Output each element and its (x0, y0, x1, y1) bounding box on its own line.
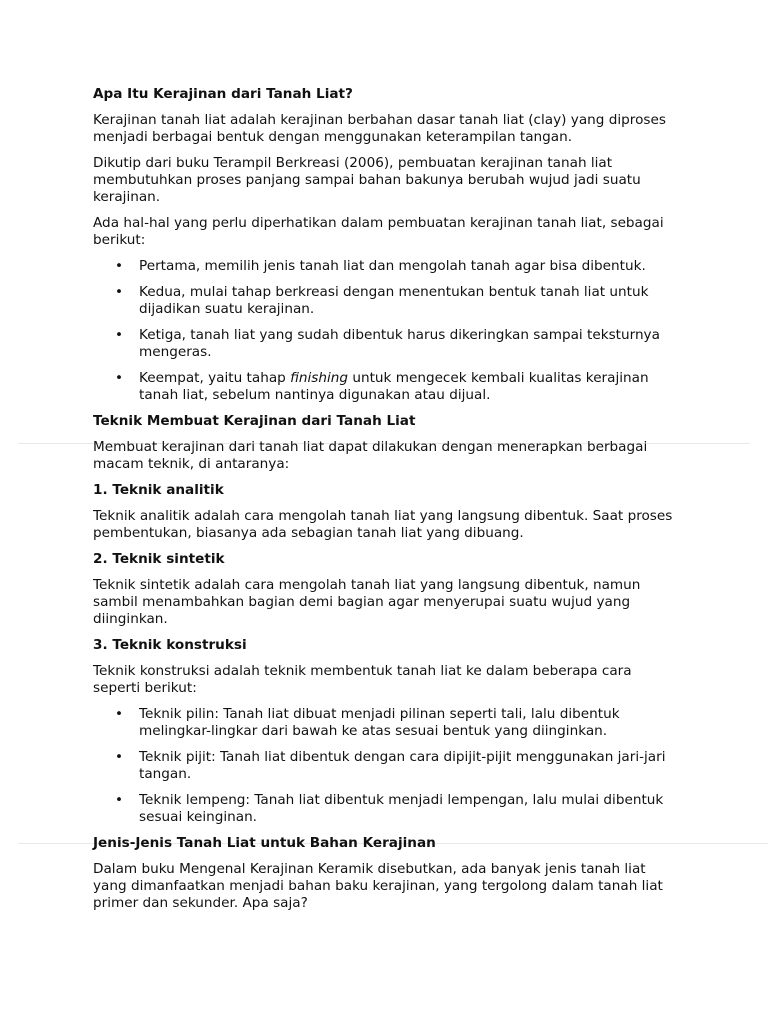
section-heading: Jenis-Jenis Tanah Liat untuk Bahan Kerajinan (93, 835, 436, 851)
list-item-text: untuk mengecek kembali kualitas kerajinan tanah liat, sebelum nantinya digunakan atau dijual. (139, 370, 649, 403)
paragraph: Membuat kerajinan dari tanah liat dapat dilakukan dengan menerapkan berbagai macam teknik, di antaranya: (93, 439, 648, 472)
article-body (93, 86, 683, 921)
paragraph: Dikutip dari buku Terampil Berkreasi (2006), pembuatan kerajinan tanah liat membutuhkan proses panjang sampai bahan bakunya berubah wujud jadi suatu kerajinan. (93, 155, 641, 205)
bullet-list (93, 706, 683, 826)
section-heading: Apa Itu Kerajinan dari Tanah Liat? (93, 86, 353, 102)
bullet-list (93, 258, 683, 404)
list-item (139, 370, 683, 404)
subsection-heading: 3. Teknik konstruksi (93, 637, 247, 653)
list-item-text: Keempat, yaitu tahap (139, 370, 291, 386)
paragraph: Teknik konstruksi adalah teknik membentuk tanah liat ke dalam beberapa cara seperti berikut: (93, 663, 632, 696)
list-item: • Pertama, memilih jenis tanah liat dan mengolah tanah agar bisa dibentuk. (139, 258, 683, 275)
italic-term: finishing (290, 370, 349, 386)
paragraph: Kerajinan tanah liat adalah kerajinan berbahan dasar tanah liat (clay) yang diproses menjadi berbagai bentuk dengan menggunakan keterampilan tangan. (93, 112, 666, 145)
paragraph: Teknik sintetik adalah cara mengolah tanah liat yang langsung dibentuk, namun sambil menambahkan bagian demi bagian agar menyerupai suatu wujud yang diinginkan. (93, 577, 641, 627)
list-item: • Teknik pijit: Tanah liat dibentuk dengan cara dipijit-pijit menggunakan jari-jari tangan. (139, 749, 683, 783)
paragraph: Dalam buku Mengenal Kerajinan Keramik disebutkan, ada banyak jenis tanah liat yang dimanfaatkan menjadi bahan baku kerajinan, yang tergolong dalam tanah liat primer dan sekunder. Apa saja? (93, 861, 663, 911)
paragraph: Ada hal-hal yang perlu diperhatikan dalam pembuatan kerajinan tanah liat, sebagai berikut: (93, 215, 664, 248)
list-item: • Teknik pilin: Tanah liat dibuat menjadi pilinan seperti tali, lalu dibentuk melingkar-lingkar dari bawah ke atas sesuai bentuk yang diinginkan. (139, 706, 683, 740)
list-item: • Kedua, mulai tahap berkreasi dengan menentukan bentuk tanah liat untuk dijadikan suatu kerajinan. (139, 284, 683, 318)
section-heading: Teknik Membuat Kerajinan dari Tanah Liat (93, 413, 416, 429)
list-item: • Ketiga, tanah liat yang sudah dibentuk harus dikeringkan sampai teksturnya mengeras. (139, 327, 683, 361)
paragraph: Teknik analitik adalah cara mengolah tanah liat yang langsung dibentuk. Saat proses pembentukan, biasanya ada sebagian tanah liat yang dibuang. (93, 508, 673, 541)
subsection-heading: 2. Teknik sintetik (93, 551, 225, 567)
list-item: • Teknik lempeng: Tanah liat dibentuk menjadi lempengan, lalu mulai dibentuk sesuai keinginan. (139, 792, 683, 826)
subsection-heading: 1. Teknik analitik (93, 482, 224, 498)
